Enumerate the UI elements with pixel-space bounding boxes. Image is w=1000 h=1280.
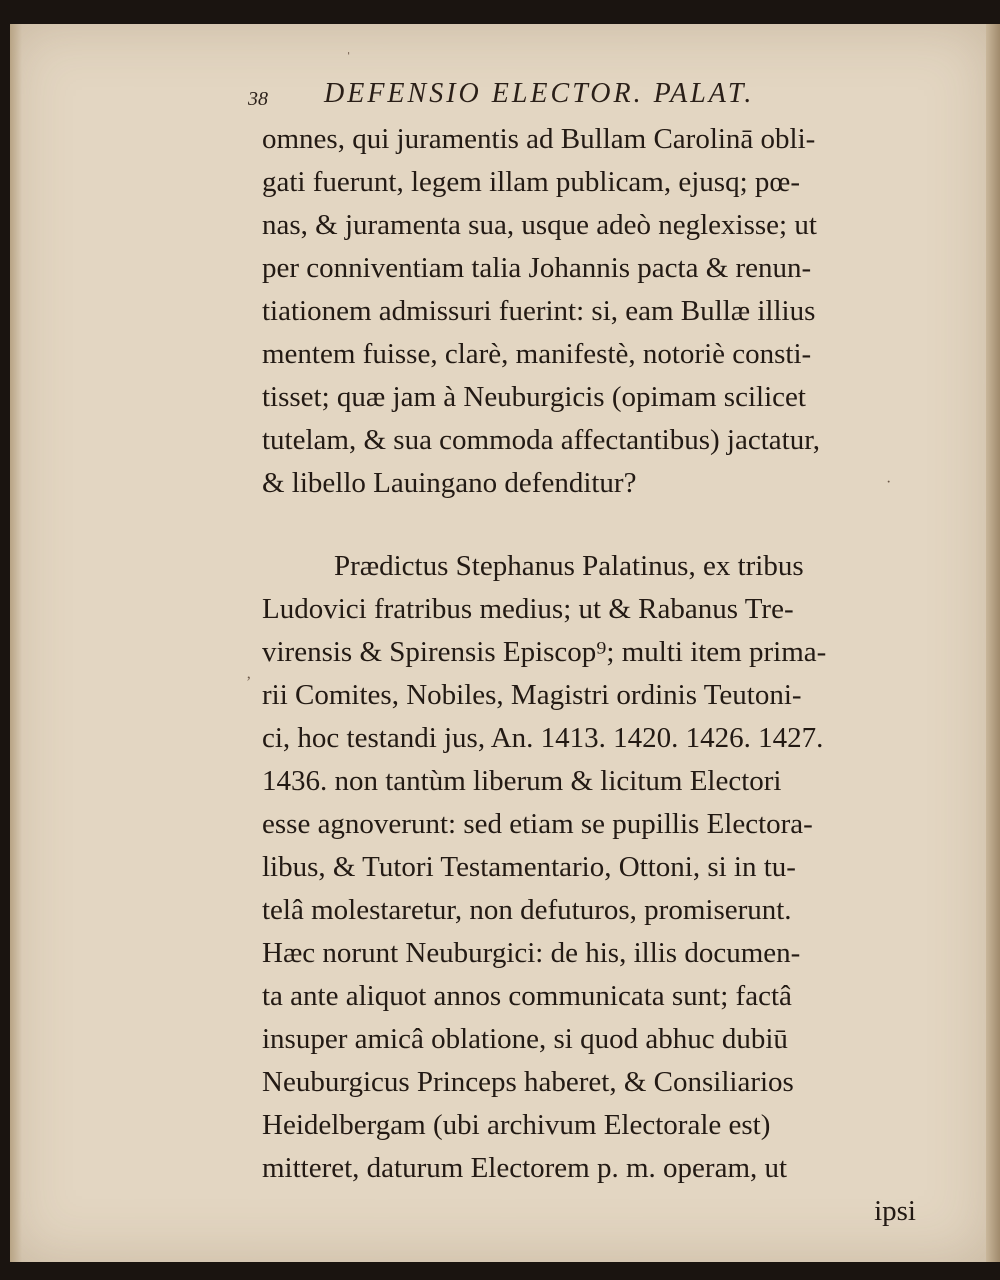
ink-speck: ˈ (346, 50, 352, 67)
text-line: tisset; quæ jam à Neuburgicis (opimam scilicet (262, 381, 806, 413)
text-line: insuper amicâ oblatione, si quod abhuc dubiū (262, 1023, 788, 1055)
text-line: mentem fuisse, clarè, manifestè, notoriè consti- (262, 338, 812, 370)
text-line: Ludovici fratribus medius; ut & Rabanus Tre- (262, 593, 794, 625)
text-line: telâ molestaretur, non defuturos, promiserunt. (262, 894, 792, 926)
text-line: gati fuerunt, legem illam publicam, ejusq; pœ- (262, 166, 800, 198)
page-number: 38 (248, 88, 268, 110)
page-gutter-shadow (10, 24, 22, 1262)
page-fore-edge (986, 24, 1000, 1262)
text-line: tiationem admissuri fuerint: si, eam Bullæ illius (262, 295, 816, 327)
text-line: omnes, qui juramentis ad Bullam Carolinā obli- (262, 123, 816, 155)
text-line: rii Comites, Nobiles, Magistri ordinis Teutoni- (262, 679, 802, 711)
text-line: ci, hoc testandi jus, An. 1413. 1420. 1426. 1427. (262, 722, 824, 754)
text-line: ta ante aliquot annos communicata sunt; factâ (262, 980, 792, 1012)
text-line: mitteret, daturum Electorem p. m. operam, ut (262, 1152, 788, 1184)
paragraph-gap (262, 505, 922, 545)
text-line: libus, & Tutori Testamentario, Ottoni, si in tu- (262, 851, 796, 883)
catchword: ipsi (874, 1195, 916, 1227)
text-line: 1436. non tantùm liberum & licitum Electori (262, 765, 782, 797)
running-title: DEFENSIO ELECTOR. PALAT. (324, 78, 755, 109)
text-line: nas, & juramenta sua, usque adeò neglexisse; ut (262, 209, 817, 241)
text-line: Neuburgicus Princeps haberet, & Consiliarios (262, 1066, 794, 1098)
running-head (248, 78, 948, 118)
text-line: per conniventiam talia Johannis pacta & renun- (262, 252, 812, 284)
text-line: tutelam, & sua commoda affectantibus) jactatur, (262, 424, 820, 456)
text-line: & libello Lauingano defenditur? (262, 467, 637, 499)
text-line: Heidelbergam (ubi archivum Electorale est) (262, 1109, 771, 1141)
text-line: Hæc norunt Neuburgici: de his, illis documen- (262, 937, 801, 969)
text-line: esse agnoverunt: sed etiam se pupillis Electora- (262, 808, 813, 840)
body-text (262, 118, 922, 1233)
ink-speck: ’ (246, 674, 252, 691)
text-line: virensis & Spirensis Episcop⁹; multi item prima- (262, 636, 827, 668)
text-line-indented: Prædictus Stephanus Palatinus, ex tribus (334, 550, 804, 582)
ink-speck: · (886, 474, 892, 491)
